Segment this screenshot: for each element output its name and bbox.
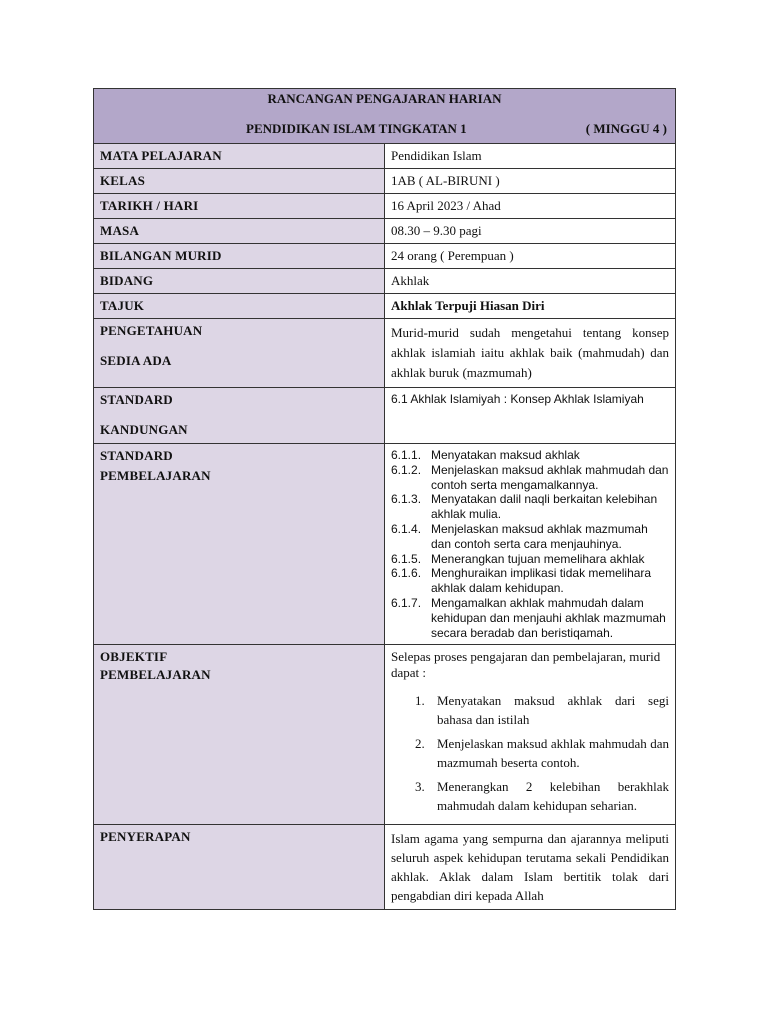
table-row (94, 388, 676, 444)
row-label (94, 645, 385, 825)
list-item: 6.1.6. Menghuraikan implikasi tidak memelihara akhlak dalam kehidupan. (391, 566, 652, 596)
row-value: Akhlak Terpuji Hiasan Diri (385, 294, 676, 319)
row-value: Islam agama yang sempurna dan ajarannya meliputi seluruh aspek kehidupan terutama sekali Pendidikan akhlak. Aklak dalam Islam bertitik tolak dari pengabdian diri kepada Allah (385, 825, 676, 910)
row-value: 6.1 Akhlak Islamiyah : Konsep Akhlak Islamiyah (385, 388, 676, 444)
table-header (94, 89, 676, 144)
row-label (94, 319, 385, 388)
objective-list (391, 691, 669, 815)
row-label: MASA (94, 219, 385, 244)
list-item: 6.1.7. Mengamalkan akhlak mahmudah dalam kehidupan dan menjauhi akhlak mazmumah secara beradab dan beristiqamah. (391, 595, 666, 640)
objective-intro: Selepas proses pengajaran dan pembelajaran, murid dapat : (391, 649, 661, 681)
row-value: 08.30 – 9.30 pagi (385, 219, 676, 244)
table-row (94, 269, 676, 294)
list-item: 6.1.2. Menjelaskan maksud akhlak mahmudah dan contoh serta mengamalkannya. (391, 462, 669, 492)
table-row (94, 825, 676, 910)
label-line: STANDARD (100, 448, 173, 463)
table-row (94, 169, 676, 194)
week-label: ( MINGGU 4 ) (585, 121, 667, 136)
row-value (385, 645, 676, 825)
row-value: 16 April 2023 / Ahad (385, 194, 676, 219)
table-row (94, 319, 676, 388)
document-title: RANCANGAN PENGAJARAN HARIAN (267, 91, 502, 106)
row-value (385, 444, 676, 645)
table-row (94, 444, 676, 645)
list-item: 1. Menyatakan maksud akhlak dari segi bahasa dan istilah (415, 693, 669, 728)
list-item: 6.1.4. Menjelaskan maksud akhlak mazmumah dan contoh serta cara menjauhinya. (391, 521, 648, 551)
label-line: STANDARD (100, 392, 173, 407)
list-item: 3. Menerangkan 2 kelebihan berakhlak mahmudah dalam kehidupan seharian. (415, 779, 669, 814)
row-label (94, 388, 385, 444)
row-label: TARIKH / HARI (94, 194, 385, 219)
table-row (94, 645, 676, 825)
subject-title: PENDIDIKAN ISLAM TINGKATAN 1 (246, 121, 467, 136)
row-label: TAJUK (94, 294, 385, 319)
label-line: PEMBELAJARAN (100, 468, 211, 483)
lesson-plan-table (93, 88, 676, 910)
row-value: Murid-murid sudah mengetahui tentang konsep akhlak islamiah iaitu akhlak baik (mahmudah) dan akhlak buruk (mazmumah) (385, 319, 676, 388)
list-item: 6.1.1. Menyatakan maksud akhlak (391, 448, 580, 462)
list-item: 6.1.5. Menerangkan tujuan memelihara akhlak (391, 551, 645, 566)
row-label: MATA PELAJARAN (94, 144, 385, 169)
row-label: KELAS (94, 169, 385, 194)
row-label (94, 444, 385, 645)
list-item: 6.1.3. Menyatakan dalil naqli berkaitan kelebihan akhlak mulia. (391, 492, 658, 522)
list-item: 2. Menjelaskan maksud akhlak mahmudah dan mazmumah beserta contoh. (415, 736, 669, 771)
learning-standard-list (391, 448, 669, 640)
row-value: 1AB ( AL-BIRUNI ) (385, 169, 676, 194)
table-row (94, 194, 676, 219)
row-value: Akhlak (385, 269, 676, 294)
row-value: 24 orang ( Perempuan ) (385, 244, 676, 269)
table-row (94, 144, 676, 169)
row-label: BIDANG (94, 269, 385, 294)
table-row (94, 219, 676, 244)
row-label: BILANGAN MURID (94, 244, 385, 269)
label-line: SEDIA ADA (100, 353, 172, 368)
label-line: PENGETAHUAN (100, 323, 203, 338)
label-line: KANDUNGAN (100, 422, 188, 437)
row-label: PENYERAPAN (94, 825, 385, 910)
table-row (94, 294, 676, 319)
label-line: OBJEKTIF (100, 649, 168, 665)
label-line: PEMBELAJARAN (100, 667, 211, 683)
table-row (94, 244, 676, 269)
row-value: Pendidikan Islam (385, 144, 676, 169)
